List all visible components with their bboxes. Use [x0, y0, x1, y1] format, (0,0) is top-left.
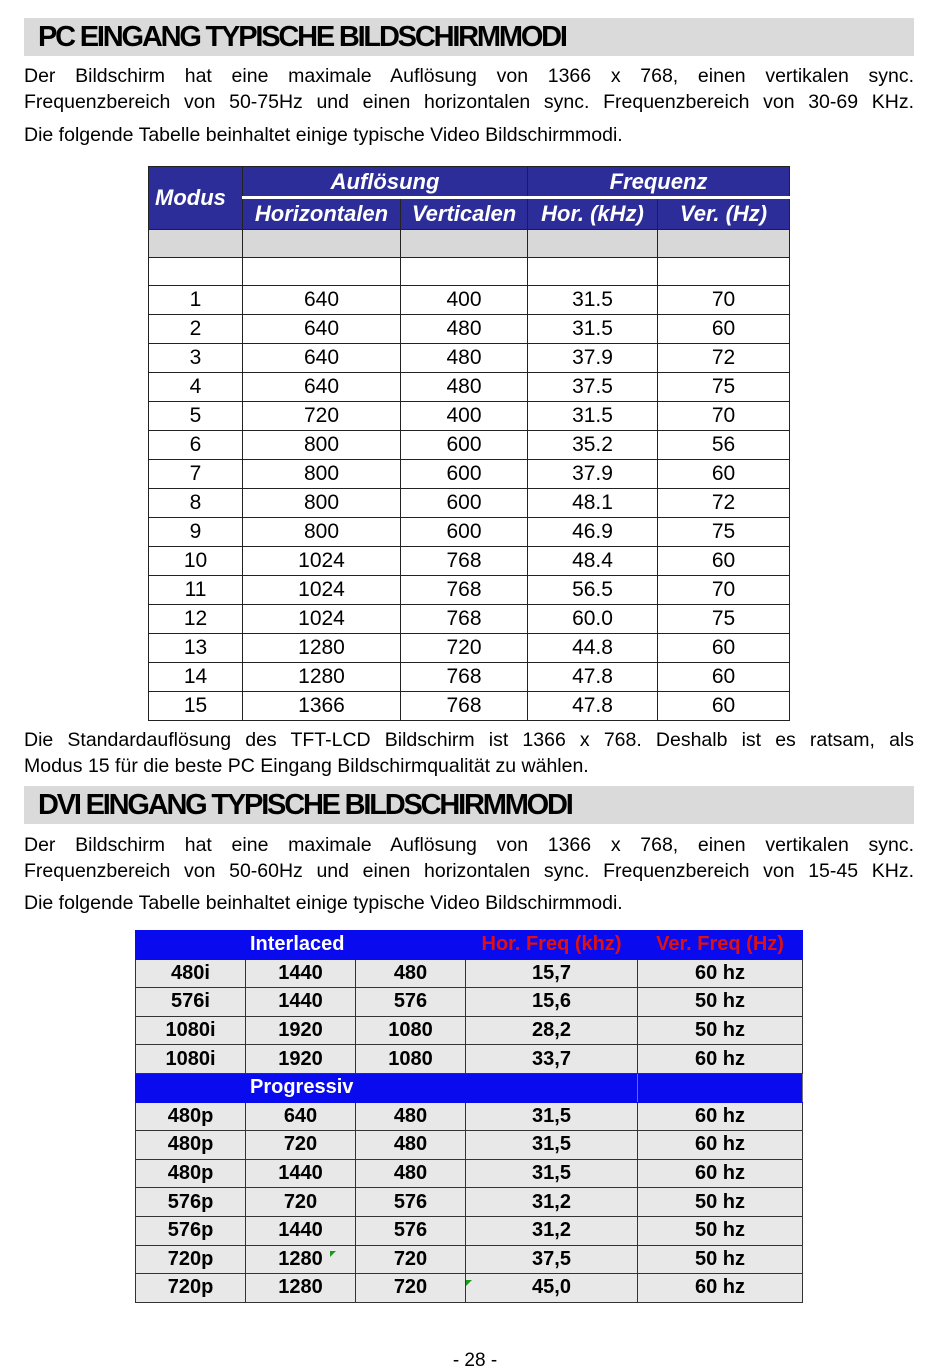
pc-table-cell: 768: [401, 692, 528, 721]
pc-table-row: [149, 576, 790, 605]
pc-table-row: [149, 344, 790, 373]
pc-table-cell: 60.0: [528, 605, 658, 634]
pc-table-cell: 12: [149, 605, 243, 634]
pc-table-cell: 768: [401, 576, 528, 605]
dvi-table-cell: 37,5: [466, 1245, 638, 1274]
dvi-table-cell: 31,5: [466, 1131, 638, 1160]
dvi-table-row: [136, 1159, 803, 1188]
dvi-table-cell: 1440: [246, 1159, 356, 1188]
pc-table-cell: 7: [149, 460, 243, 489]
dvi-table-cell: 15,6: [466, 988, 638, 1017]
pc-table-cell: 60: [658, 692, 790, 721]
header-aufloesung: Auflösung: [243, 167, 528, 198]
pc-table-cell: 640: [243, 344, 401, 373]
dvi-table-cell: 31,5: [466, 1102, 638, 1131]
header-hor-khz: Hor. (kHz): [528, 198, 658, 230]
pc-table-row: [149, 547, 790, 576]
dvi-table-cell: 50 hz: [638, 988, 803, 1017]
pc-table-cell: 1280: [243, 634, 401, 663]
pc-table-cell: 4: [149, 373, 243, 402]
dvi-table-cell: 31,2: [466, 1188, 638, 1217]
pc-table-cell: 480: [401, 373, 528, 402]
dvi-table-cell: 45,0: [466, 1274, 638, 1303]
dvi-table-cell: 720: [356, 1245, 466, 1274]
pc-table-row: [149, 286, 790, 315]
pc-table-cell: 37.9: [528, 344, 658, 373]
dvi-group-header-row: [136, 931, 803, 960]
pc-table-cell: 400: [401, 286, 528, 315]
pc-table-cell: 60: [658, 634, 790, 663]
pc-table-cell: 768: [401, 547, 528, 576]
cell-comment-marker: [330, 1251, 336, 1257]
pc-table-cell: 60: [658, 460, 790, 489]
dvi-table-cell: 576p: [136, 1216, 246, 1245]
dvi-intro-paragraph: [24, 832, 914, 884]
pc-table-cell: 768: [401, 663, 528, 692]
pc-table-cell: 46.9: [528, 518, 658, 547]
pc-table-cell: 48.4: [528, 547, 658, 576]
dvi-table-cell: 1440: [246, 988, 356, 1017]
pc-table-cell: 480: [401, 344, 528, 373]
pc-table-cell: 2: [149, 315, 243, 344]
dvi-table-cell: 480: [356, 1131, 466, 1160]
pc-table-cell: 56: [658, 431, 790, 460]
dvi-table-cell: 1080: [356, 1016, 466, 1045]
pc-table-cell: 60: [658, 547, 790, 576]
pc-note-paragraph: [24, 727, 914, 753]
pc-note-line-2: Modus 15 für die beste PC Eingang Bildschirmqualität zu wählen.: [24, 755, 589, 777]
dvi-table-cell: 28,2: [466, 1016, 638, 1045]
pc-table-cell: 48.1: [528, 489, 658, 518]
pc-table-cell: 1024: [243, 605, 401, 634]
dvi-table-cell: 1440: [246, 959, 356, 988]
pc-table-cell: 6: [149, 431, 243, 460]
dvi-table-cell: 1080i: [136, 1016, 246, 1045]
dvi-group-header-row: [136, 1073, 803, 1102]
header-ver-hz: Ver. (Hz): [658, 198, 790, 230]
pc-table-cell: 75: [658, 518, 790, 547]
pc-table-cell: 1024: [243, 576, 401, 605]
cell-comment-marker: [466, 1280, 472, 1286]
pc-table-cell: 1366: [243, 692, 401, 721]
dvi-section-title: DVI EINGANG TYPISCHE BILDSCHIRMMODI: [38, 789, 572, 821]
pc-table-cell: 47.8: [528, 692, 658, 721]
pc-note-line: Die Standardauflösung des TFT-LCD Bildschirm ist 1366 x 768. Deshalb ist es ratsam, als: [24, 729, 914, 751]
dvi-table-cell: 576: [356, 988, 466, 1017]
dvi-table-cell: 60 hz: [638, 959, 803, 988]
pc-table-cell: 1024: [243, 547, 401, 576]
pc-table-cell: 44.8: [528, 634, 658, 663]
dvi-table-cell: 50 hz: [638, 1216, 803, 1245]
pc-table-cell: 400: [401, 402, 528, 431]
pc-section-title-bar: [24, 18, 914, 56]
pc-table-cell: 600: [401, 460, 528, 489]
dvi-table-row: [136, 1245, 803, 1274]
dvi-table-cell: 31,5: [466, 1159, 638, 1188]
dvi-section-title-bar: [24, 786, 914, 824]
pc-table-cell: 800: [243, 460, 401, 489]
pc-table-cell: 10: [149, 547, 243, 576]
dvi-table-cell: 576: [356, 1216, 466, 1245]
dvi-table-cell: 60 hz: [638, 1102, 803, 1131]
pc-table-row: [149, 489, 790, 518]
pc-table-cell: 800: [243, 431, 401, 460]
pc-table-cell: 5: [149, 402, 243, 431]
dvi-table-cell: 640: [246, 1102, 356, 1131]
pc-table-row: [149, 315, 790, 344]
pc-table-cell: 600: [401, 518, 528, 547]
dvi-table-cell: 576p: [136, 1188, 246, 1217]
pc-intro-line-3: Die folgende Tabelle beinhaltet einige typische Video Bildschirmmodi.: [24, 124, 623, 146]
dvi-table-cell: 480: [356, 1159, 466, 1188]
pc-table-cell: 37.9: [528, 460, 658, 489]
pc-table-cell: 3: [149, 344, 243, 373]
header-modus: Modus: [149, 167, 243, 230]
pc-table-cell: 8: [149, 489, 243, 518]
pc-table-row: [149, 663, 790, 692]
pc-table-cell: 600: [401, 489, 528, 518]
dvi-table-cell: 50 hz: [638, 1245, 803, 1274]
pc-table-cell: 14: [149, 663, 243, 692]
dvi-table-cell: 720: [246, 1131, 356, 1160]
pc-intro-line: Frequenzbereich von 50-75Hz und einen horizontalen sync. Frequenzbereich von 30-69 KHz.: [24, 91, 914, 113]
pc-table-cell: 640: [243, 373, 401, 402]
pc-intro-line: Der Bildschirm hat eine maximale Auflösung von 1366 x 768, einen vertikalen sync.: [24, 65, 914, 87]
pc-table-row: [149, 692, 790, 721]
pc-table-cell: 31.5: [528, 402, 658, 431]
dvi-table-cell: 1440: [246, 1216, 356, 1245]
pc-table-cell: 70: [658, 286, 790, 315]
dvi-table-row: [136, 988, 803, 1017]
pc-table-row: [149, 605, 790, 634]
dvi-table-cell: 1080i: [136, 1045, 246, 1074]
page-number: - 28 -: [452, 1350, 498, 1371]
pc-table-cell: 15: [149, 692, 243, 721]
dvi-group-label: Interlaced: [246, 931, 466, 960]
dvi-table-cell: 50 hz: [638, 1188, 803, 1217]
dvi-table-cell: 720p: [136, 1274, 246, 1303]
dvi-intro-line: Der Bildschirm hat eine maximale Auflösung von 1366 x 768, einen vertikalen sync.: [24, 834, 914, 856]
pc-table-row: [149, 402, 790, 431]
pc-table-cell: 13: [149, 634, 243, 663]
dvi-table-cell: 576: [356, 1188, 466, 1217]
pc-table-cell: 70: [658, 576, 790, 605]
pc-table-cell: 480: [401, 315, 528, 344]
pc-table-cell: 800: [243, 489, 401, 518]
pc-table-cell: 800: [243, 518, 401, 547]
header-verticalen: Verticalen: [401, 198, 528, 230]
dvi-table-cell: 60 hz: [638, 1274, 803, 1303]
pc-table-cell: 600: [401, 431, 528, 460]
dvi-table-row: [136, 1216, 803, 1245]
pc-table-cell: 1280: [243, 663, 401, 692]
dvi-intro-line: Frequenzbereich von 50-60Hz und einen horizontalen sync. Frequenzbereich von 15-45 KHz.: [24, 860, 914, 882]
dvi-table-row: [136, 1045, 803, 1074]
dvi-table-row: [136, 1102, 803, 1131]
dvi-table-cell: 480: [356, 1102, 466, 1131]
dvi-table-cell: 15,7: [466, 959, 638, 988]
pc-table-row: [149, 518, 790, 547]
dvi-table-row: [136, 1274, 803, 1303]
header-horizontalen: Horizontalen: [243, 198, 401, 230]
pc-table-cell: 720: [243, 402, 401, 431]
pc-table-cell: 72: [658, 344, 790, 373]
dvi-table-cell: 576i: [136, 988, 246, 1017]
pc-table-cell: 47.8: [528, 663, 658, 692]
dvi-table-cell: 1080: [356, 1045, 466, 1074]
dvi-table-row: [136, 959, 803, 988]
pc-table-cell: 35.2: [528, 431, 658, 460]
pc-table-cell: 31.5: [528, 286, 658, 315]
dvi-table-cell: 33,7: [466, 1045, 638, 1074]
dvi-group-label: Progressiv: [246, 1073, 466, 1102]
dvi-table-cell: 60 hz: [638, 1131, 803, 1160]
pc-table-cell: 75: [658, 605, 790, 634]
dvi-table-cell: 31,2: [466, 1216, 638, 1245]
pc-table-cell: 768: [401, 605, 528, 634]
pc-table-cell: 31.5: [528, 315, 658, 344]
pc-table-cell: 9: [149, 518, 243, 547]
dvi-table-cell: 1920: [246, 1016, 356, 1045]
dvi-table-cell: 480i: [136, 959, 246, 988]
pc-table-row: [149, 634, 790, 663]
dvi-table-cell: 60 hz: [638, 1045, 803, 1074]
pc-table-cell: 640: [243, 315, 401, 344]
dvi-table-cell: 60 hz: [638, 1159, 803, 1188]
pc-table-cell: 75: [658, 373, 790, 402]
pc-table-cell: 640: [243, 286, 401, 315]
dvi-table-cell: 480p: [136, 1131, 246, 1160]
dvi-table-cell: 1280: [246, 1245, 356, 1274]
pc-intro-paragraph: [24, 63, 914, 115]
dvi-modes-table: [135, 930, 802, 1303]
dvi-table-cell: 480: [356, 959, 466, 988]
pc-table-cell: 56.5: [528, 576, 658, 605]
dvi-table-cell: 720: [246, 1188, 356, 1217]
dvi-header-ver-freq: Ver. Freq (Hz): [638, 931, 803, 960]
pc-table-cell: 720: [401, 634, 528, 663]
pc-table-cell: 60: [658, 663, 790, 692]
pc-section-title: PC EINGANG TYPISCHE BILDSCHIRMMODI: [38, 21, 566, 53]
pc-table-cell: 37.5: [528, 373, 658, 402]
pc-table-row: [149, 373, 790, 402]
dvi-table-cell: 480p: [136, 1102, 246, 1131]
dvi-table-cell: 1920: [246, 1045, 356, 1074]
pc-table-cell: 11: [149, 576, 243, 605]
dvi-table-row: [136, 1131, 803, 1160]
pc-table-cell: 60: [658, 315, 790, 344]
dvi-table-cell: 720: [356, 1274, 466, 1303]
dvi-table-row: [136, 1188, 803, 1217]
pc-modes-table: [148, 166, 789, 717]
dvi-table-row: [136, 1016, 803, 1045]
pc-table-cell: 1: [149, 286, 243, 315]
pc-table-cell: 70: [658, 402, 790, 431]
header-frequenz: Frequenz: [528, 167, 790, 198]
pc-table-cell: 72: [658, 489, 790, 518]
dvi-table-cell: 720p: [136, 1245, 246, 1274]
dvi-table-cell: 480p: [136, 1159, 246, 1188]
dvi-table-cell: 50 hz: [638, 1016, 803, 1045]
dvi-table-cell: 1280: [246, 1274, 356, 1303]
dvi-header-hor-freq: Hor. Freq (khz): [466, 931, 638, 960]
pc-table-row: [149, 460, 790, 489]
dvi-intro-line-3: Die folgende Tabelle beinhaltet einige typische Video Bildschirmmodi.: [24, 892, 623, 914]
pc-table-row: [149, 431, 790, 460]
